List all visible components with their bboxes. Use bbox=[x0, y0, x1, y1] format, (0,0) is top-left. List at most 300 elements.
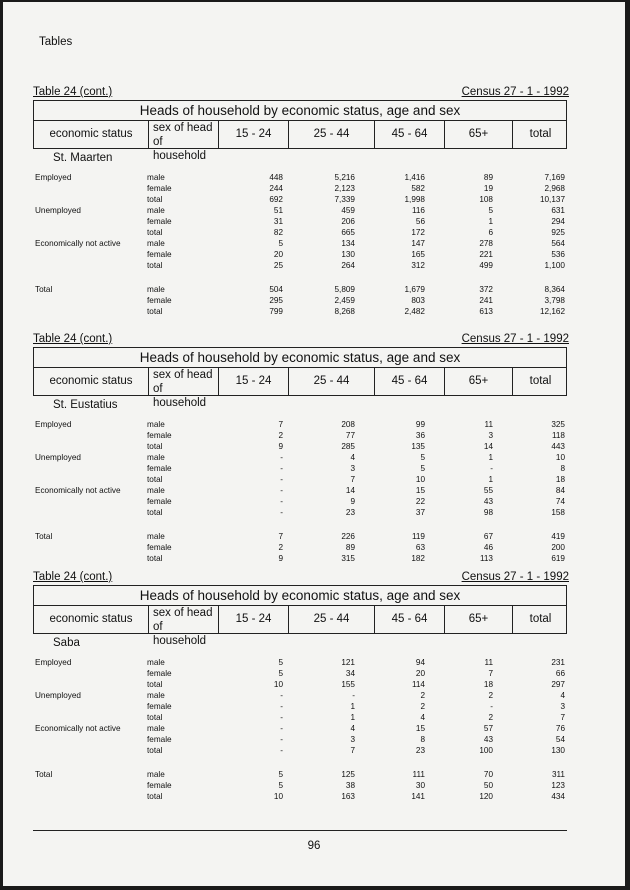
running-header: Tables bbox=[39, 36, 73, 48]
cell-15-24: 799 bbox=[269, 307, 283, 316]
census-date: Census 27 - 1 - 1992 bbox=[461, 333, 569, 345]
cell-total: 118 bbox=[551, 431, 565, 440]
cell-45-64: 1,679 bbox=[404, 285, 425, 294]
cell-total: 12,162 bbox=[539, 307, 565, 316]
table-row bbox=[33, 260, 567, 271]
col-header-25-44: 25 - 44 bbox=[288, 605, 374, 634]
row-sex: female bbox=[147, 217, 172, 226]
table-row bbox=[33, 194, 567, 205]
cell-45-64: 2 bbox=[420, 691, 425, 700]
cell-25-44: 1 bbox=[350, 702, 355, 711]
cell-65-plus: 11 bbox=[484, 420, 493, 429]
footer-rule bbox=[33, 830, 567, 831]
table-label: Table 24 (cont.) bbox=[33, 571, 113, 583]
row-sex: female bbox=[147, 296, 172, 305]
cell-25-44: 264 bbox=[341, 261, 355, 270]
row-category: Total bbox=[35, 770, 53, 779]
cell-total: 10,137 bbox=[539, 195, 565, 204]
table-row bbox=[33, 430, 567, 441]
cell-45-64: 116 bbox=[411, 206, 425, 215]
cell-25-44: 163 bbox=[341, 792, 355, 801]
cell-total: 18 bbox=[555, 475, 565, 484]
cell-25-44: 4 bbox=[350, 724, 355, 733]
table-row bbox=[33, 745, 567, 756]
cell-65-plus: 2 bbox=[488, 713, 493, 722]
row-sex: female bbox=[147, 543, 172, 552]
col-header-total: total bbox=[512, 367, 568, 396]
cell-total: 123 bbox=[551, 781, 565, 790]
table-row bbox=[33, 306, 567, 317]
census-date: Census 27 - 1 - 1992 bbox=[461, 86, 569, 98]
cell-total: 84 bbox=[555, 486, 565, 495]
col-header-65-plus: 65+ bbox=[444, 120, 512, 149]
col-header-economic-status: economic status bbox=[49, 375, 133, 387]
row-sex: total bbox=[147, 195, 163, 204]
cell-25-44: 7 bbox=[350, 475, 355, 484]
cell-total: 3 bbox=[560, 702, 565, 711]
cell-total: 7,169 bbox=[544, 173, 565, 182]
cell-total: 564 bbox=[551, 239, 565, 248]
cell-65-plus: 19 bbox=[483, 184, 493, 193]
row-category: Employed bbox=[35, 420, 72, 429]
table-row bbox=[33, 441, 567, 452]
cell-15-24: - bbox=[280, 735, 283, 744]
cell-25-44: 665 bbox=[341, 228, 355, 237]
cell-total: 311 bbox=[551, 770, 565, 779]
cell-total: 4 bbox=[560, 691, 565, 700]
cell-25-44: 5,216 bbox=[334, 173, 355, 182]
row-sex: total bbox=[147, 228, 163, 237]
area-label: St. Maarten bbox=[53, 152, 113, 164]
cell-45-64: 4 bbox=[420, 713, 425, 722]
row-sex: total bbox=[147, 680, 163, 689]
cell-25-44: 38 bbox=[345, 781, 355, 790]
cell-total: 631 bbox=[551, 206, 565, 215]
cell-total: 200 bbox=[551, 543, 565, 552]
cell-65-plus: 3 bbox=[488, 431, 493, 440]
row-sex: male bbox=[147, 206, 165, 215]
cell-total: 54 bbox=[555, 735, 565, 744]
cell-65-plus: 55 bbox=[483, 486, 493, 495]
cell-total: 158 bbox=[551, 508, 565, 517]
col-header-15-24: 15 - 24 bbox=[218, 605, 288, 634]
cell-15-24: 9 bbox=[278, 554, 283, 563]
cell-25-44: 5,809 bbox=[334, 285, 355, 294]
cell-25-44: 459 bbox=[341, 206, 355, 215]
cell-45-64: 8 bbox=[420, 735, 425, 744]
row-sex: total bbox=[147, 792, 163, 801]
cell-25-44: 2,123 bbox=[334, 184, 355, 193]
cell-total: 8 bbox=[560, 464, 565, 473]
cell-total: 619 bbox=[551, 554, 565, 563]
col-header-sex bbox=[148, 605, 218, 647]
cell-total: 7 bbox=[560, 713, 565, 722]
cell-45-64: 119 bbox=[411, 532, 425, 541]
cell-total: 297 bbox=[551, 680, 565, 689]
cell-total: 74 bbox=[555, 497, 565, 506]
table-row bbox=[33, 463, 567, 474]
col-header-economic-status: economic status bbox=[49, 613, 133, 625]
table-row bbox=[33, 205, 567, 216]
cell-65-plus: 43 bbox=[483, 735, 493, 744]
cell-25-44: 315 bbox=[341, 554, 355, 563]
row-sex: female bbox=[147, 464, 172, 473]
cell-45-64: 1,998 bbox=[404, 195, 425, 204]
row-sex: male bbox=[147, 724, 165, 733]
row-sex: male bbox=[147, 486, 165, 495]
cell-total: 10 bbox=[555, 453, 565, 462]
cell-45-64: 135 bbox=[411, 442, 425, 451]
cell-25-44: 3 bbox=[350, 464, 355, 473]
table-row bbox=[33, 701, 567, 712]
cell-15-24: - bbox=[280, 486, 283, 495]
table-row bbox=[33, 485, 567, 496]
col-header-65-plus: 65+ bbox=[444, 605, 512, 634]
row-sex: female bbox=[147, 431, 172, 440]
cell-65-plus: 2 bbox=[488, 691, 493, 700]
cell-65-plus: 1 bbox=[488, 475, 493, 484]
cell-65-plus: 120 bbox=[479, 792, 493, 801]
cell-45-64: 94 bbox=[415, 658, 425, 667]
cell-45-64: 56 bbox=[415, 217, 425, 226]
cell-65-plus: - bbox=[490, 464, 493, 473]
table-row bbox=[33, 553, 567, 564]
cell-25-44: 1 bbox=[350, 713, 355, 722]
cell-total: 925 bbox=[551, 228, 565, 237]
col-header-sex-line2: of household bbox=[153, 383, 207, 409]
cell-25-44: 134 bbox=[341, 239, 355, 248]
cell-65-plus: 1 bbox=[488, 217, 493, 226]
row-sex: male bbox=[147, 420, 165, 429]
cell-total: 536 bbox=[551, 250, 565, 259]
cell-25-44: 125 bbox=[341, 770, 355, 779]
cell-25-44: 9 bbox=[350, 497, 355, 506]
row-sex: total bbox=[147, 475, 163, 484]
table-row bbox=[33, 249, 567, 260]
row-sex: total bbox=[147, 554, 163, 563]
cell-45-64: 147 bbox=[411, 239, 425, 248]
cell-25-44: 155 bbox=[341, 680, 355, 689]
table-title: Heads of household by economic status, age and sex bbox=[34, 586, 566, 606]
cell-45-64: 5 bbox=[420, 464, 425, 473]
table-row bbox=[33, 238, 567, 249]
cell-15-24: 5 bbox=[278, 669, 283, 678]
row-sex: total bbox=[147, 261, 163, 270]
table-row bbox=[33, 723, 567, 734]
cell-15-24: 295 bbox=[269, 296, 283, 305]
row-category: Economically not active bbox=[35, 724, 121, 733]
cell-15-24: 5 bbox=[278, 781, 283, 790]
row-category: Total bbox=[35, 532, 53, 541]
cell-65-plus: 5 bbox=[488, 206, 493, 215]
cell-45-64: 141 bbox=[411, 792, 425, 801]
row-sex: male bbox=[147, 285, 165, 294]
cell-45-64: 803 bbox=[411, 296, 425, 305]
cell-15-24: - bbox=[280, 508, 283, 517]
cell-total: 443 bbox=[551, 442, 565, 451]
table-row bbox=[33, 216, 567, 227]
cell-15-24: - bbox=[280, 453, 283, 462]
cell-15-24: 20 bbox=[273, 250, 283, 259]
cell-15-24: 692 bbox=[269, 195, 283, 204]
cell-65-plus: 100 bbox=[479, 746, 493, 755]
cell-total: 1,100 bbox=[544, 261, 565, 270]
col-header-total: total bbox=[512, 120, 568, 149]
cell-25-44: 4 bbox=[350, 453, 355, 462]
cell-65-plus: 613 bbox=[479, 307, 493, 316]
row-sex: male bbox=[147, 691, 165, 700]
col-header-sex-line1: sex of head bbox=[153, 122, 213, 134]
cell-25-44: 121 bbox=[341, 658, 355, 667]
cell-15-24: 2 bbox=[278, 431, 283, 440]
cell-45-64: 30 bbox=[415, 781, 425, 790]
table-row bbox=[33, 227, 567, 238]
cell-65-plus: 43 bbox=[483, 497, 493, 506]
col-header-45-64: 45 - 64 bbox=[374, 120, 444, 149]
table-row bbox=[33, 712, 567, 723]
cell-15-24: 7 bbox=[278, 532, 283, 541]
cell-65-plus: 89 bbox=[483, 173, 493, 182]
row-sex: total bbox=[147, 713, 163, 722]
cell-total: 325 bbox=[551, 420, 565, 429]
cell-45-64: 582 bbox=[411, 184, 425, 193]
cell-65-plus: 6 bbox=[488, 228, 493, 237]
cell-65-plus: 499 bbox=[479, 261, 493, 270]
row-sex: female bbox=[147, 735, 172, 744]
row-sex: total bbox=[147, 442, 163, 451]
table-row bbox=[33, 172, 567, 183]
cell-65-plus: 70 bbox=[483, 770, 493, 779]
cell-65-plus: 372 bbox=[479, 285, 493, 294]
cell-45-64: 2 bbox=[420, 702, 425, 711]
cell-45-64: 22 bbox=[415, 497, 425, 506]
table-row bbox=[33, 295, 567, 306]
area-label: Saba bbox=[53, 637, 80, 649]
cell-25-44: 14 bbox=[345, 486, 355, 495]
row-sex: female bbox=[147, 702, 172, 711]
cell-65-plus: 278 bbox=[479, 239, 493, 248]
row-category: Economically not active bbox=[35, 486, 121, 495]
document-page bbox=[3, 2, 625, 886]
cell-45-64: 165 bbox=[411, 250, 425, 259]
table-row bbox=[33, 474, 567, 485]
row-category: Economically not active bbox=[35, 239, 121, 248]
row-sex: male bbox=[147, 532, 165, 541]
cell-15-24: 2 bbox=[278, 543, 283, 552]
cell-45-64: 5 bbox=[420, 453, 425, 462]
table-row bbox=[33, 780, 567, 791]
cell-15-24: 5 bbox=[278, 658, 283, 667]
table-row bbox=[33, 284, 567, 295]
cell-15-24: 5 bbox=[278, 239, 283, 248]
table-row bbox=[33, 679, 567, 690]
cell-15-24: 448 bbox=[269, 173, 283, 182]
cell-total: 2,968 bbox=[544, 184, 565, 193]
row-sex: female bbox=[147, 781, 172, 790]
cell-65-plus: 67 bbox=[483, 532, 493, 541]
cell-65-plus: 18 bbox=[483, 680, 493, 689]
col-header-sex-line2: of household bbox=[153, 136, 207, 162]
cell-45-64: 23 bbox=[415, 746, 425, 755]
table-row bbox=[33, 769, 567, 780]
cell-15-24: 51 bbox=[273, 206, 283, 215]
cell-total: 66 bbox=[555, 669, 565, 678]
table-label: Table 24 (cont.) bbox=[33, 86, 113, 98]
cell-45-64: 182 bbox=[411, 554, 425, 563]
col-header-sex-line2: of household bbox=[153, 621, 207, 647]
table-row bbox=[33, 419, 567, 430]
cell-15-24: - bbox=[280, 497, 283, 506]
cell-45-64: 15 bbox=[415, 486, 425, 495]
row-sex: female bbox=[147, 250, 172, 259]
cell-15-24: - bbox=[280, 475, 283, 484]
cell-15-24: 82 bbox=[273, 228, 283, 237]
cell-25-44: 226 bbox=[341, 532, 355, 541]
col-header-25-44: 25 - 44 bbox=[288, 120, 374, 149]
col-header-45-64: 45 - 64 bbox=[374, 605, 444, 634]
row-category: Unemployed bbox=[35, 691, 81, 700]
cell-total: 294 bbox=[551, 217, 565, 226]
cell-total: 8,364 bbox=[544, 285, 565, 294]
row-category: Unemployed bbox=[35, 206, 81, 215]
census-date: Census 27 - 1 - 1992 bbox=[461, 571, 569, 583]
cell-25-44: 208 bbox=[341, 420, 355, 429]
table-row bbox=[33, 496, 567, 507]
cell-15-24: 10 bbox=[273, 792, 283, 801]
cell-15-24: 504 bbox=[269, 285, 283, 294]
cell-45-64: 172 bbox=[411, 228, 425, 237]
cell-25-44: 34 bbox=[345, 669, 355, 678]
col-header-sex-line1: sex of head bbox=[153, 607, 213, 619]
cell-65-plus: 108 bbox=[479, 195, 493, 204]
row-sex: male bbox=[147, 453, 165, 462]
cell-15-24: 31 bbox=[273, 217, 283, 226]
table-label: Table 24 (cont.) bbox=[33, 333, 113, 345]
table-row bbox=[33, 531, 567, 542]
cell-15-24: 25 bbox=[273, 261, 283, 270]
cell-65-plus: 46 bbox=[483, 543, 493, 552]
cell-total: 130 bbox=[551, 746, 565, 755]
cell-65-plus: 241 bbox=[479, 296, 493, 305]
cell-45-64: 15 bbox=[415, 724, 425, 733]
cell-15-24: 5 bbox=[278, 770, 283, 779]
col-header-sex bbox=[148, 367, 218, 409]
row-sex: total bbox=[147, 307, 163, 316]
cell-45-64: 20 bbox=[415, 669, 425, 678]
row-category: Employed bbox=[35, 173, 72, 182]
cell-total: 231 bbox=[551, 658, 565, 667]
table-row bbox=[33, 668, 567, 679]
row-sex: female bbox=[147, 184, 172, 193]
table-row bbox=[33, 690, 567, 701]
row-category: Unemployed bbox=[35, 453, 81, 462]
cell-25-44: 285 bbox=[341, 442, 355, 451]
cell-15-24: - bbox=[280, 724, 283, 733]
cell-25-44: 3 bbox=[350, 735, 355, 744]
cell-15-24: 244 bbox=[269, 184, 283, 193]
cell-15-24: 10 bbox=[273, 680, 283, 689]
col-header-sex-line1: sex of head bbox=[153, 369, 213, 381]
cell-total: 419 bbox=[551, 532, 565, 541]
cell-65-plus: 113 bbox=[479, 554, 493, 563]
cell-45-64: 99 bbox=[415, 420, 425, 429]
col-header-25-44: 25 - 44 bbox=[288, 367, 374, 396]
cell-65-plus: - bbox=[490, 702, 493, 711]
cell-25-44: 2,459 bbox=[334, 296, 355, 305]
cell-45-64: 114 bbox=[411, 680, 425, 689]
cell-25-44: 130 bbox=[341, 250, 355, 259]
cell-65-plus: 1 bbox=[488, 453, 493, 462]
col-header-economic-status: economic status bbox=[49, 128, 133, 140]
table-row bbox=[33, 657, 567, 668]
cell-45-64: 36 bbox=[415, 431, 425, 440]
cell-45-64: 37 bbox=[415, 508, 425, 517]
row-category: Total bbox=[35, 285, 53, 294]
table-title: Heads of household by economic status, age and sex bbox=[34, 348, 566, 368]
cell-15-24: 7 bbox=[278, 420, 283, 429]
cell-25-44: 77 bbox=[345, 431, 355, 440]
table-row bbox=[33, 183, 567, 194]
table-row bbox=[33, 452, 567, 463]
col-header-15-24: 15 - 24 bbox=[218, 367, 288, 396]
cell-25-44: 8,268 bbox=[334, 307, 355, 316]
cell-65-plus: 98 bbox=[483, 508, 493, 517]
cell-65-plus: 11 bbox=[484, 658, 493, 667]
cell-45-64: 10 bbox=[415, 475, 425, 484]
row-sex: male bbox=[147, 658, 165, 667]
cell-total: 434 bbox=[551, 792, 565, 801]
cell-65-plus: 57 bbox=[483, 724, 493, 733]
cell-total: 3,798 bbox=[544, 296, 565, 305]
col-header-15-24: 15 - 24 bbox=[218, 120, 288, 149]
row-sex: male bbox=[147, 239, 165, 248]
row-sex: male bbox=[147, 173, 165, 182]
cell-45-64: 63 bbox=[415, 543, 425, 552]
table-row bbox=[33, 734, 567, 745]
cell-25-44: 89 bbox=[345, 543, 355, 552]
cell-45-64: 1,416 bbox=[404, 173, 425, 182]
page-number: 96 bbox=[307, 840, 321, 852]
col-header-sex bbox=[148, 120, 218, 162]
cell-15-24: - bbox=[280, 702, 283, 711]
area-label: St. Eustatius bbox=[53, 399, 118, 411]
cell-65-plus: 14 bbox=[483, 442, 493, 451]
cell-25-44: 23 bbox=[345, 508, 355, 517]
cell-45-64: 312 bbox=[411, 261, 425, 270]
row-sex: male bbox=[147, 770, 165, 779]
row-category: Employed bbox=[35, 658, 72, 667]
cell-25-44: - bbox=[352, 691, 355, 700]
cell-15-24: - bbox=[280, 713, 283, 722]
cell-15-24: 9 bbox=[278, 442, 283, 451]
cell-45-64: 2,482 bbox=[404, 307, 425, 316]
cell-15-24: - bbox=[280, 691, 283, 700]
cell-25-44: 7 bbox=[350, 746, 355, 755]
col-header-45-64: 45 - 64 bbox=[374, 367, 444, 396]
table-title: Heads of household by economic status, age and sex bbox=[34, 101, 566, 121]
col-header-total: total bbox=[512, 605, 568, 634]
table-row bbox=[33, 507, 567, 518]
cell-65-plus: 7 bbox=[488, 669, 493, 678]
cell-25-44: 7,339 bbox=[334, 195, 355, 204]
cell-25-44: 206 bbox=[341, 217, 355, 226]
table-row bbox=[33, 542, 567, 553]
cell-45-64: 111 bbox=[412, 770, 425, 779]
cell-15-24: - bbox=[280, 746, 283, 755]
cell-65-plus: 50 bbox=[483, 781, 493, 790]
row-sex: female bbox=[147, 669, 172, 678]
row-sex: total bbox=[147, 508, 163, 517]
